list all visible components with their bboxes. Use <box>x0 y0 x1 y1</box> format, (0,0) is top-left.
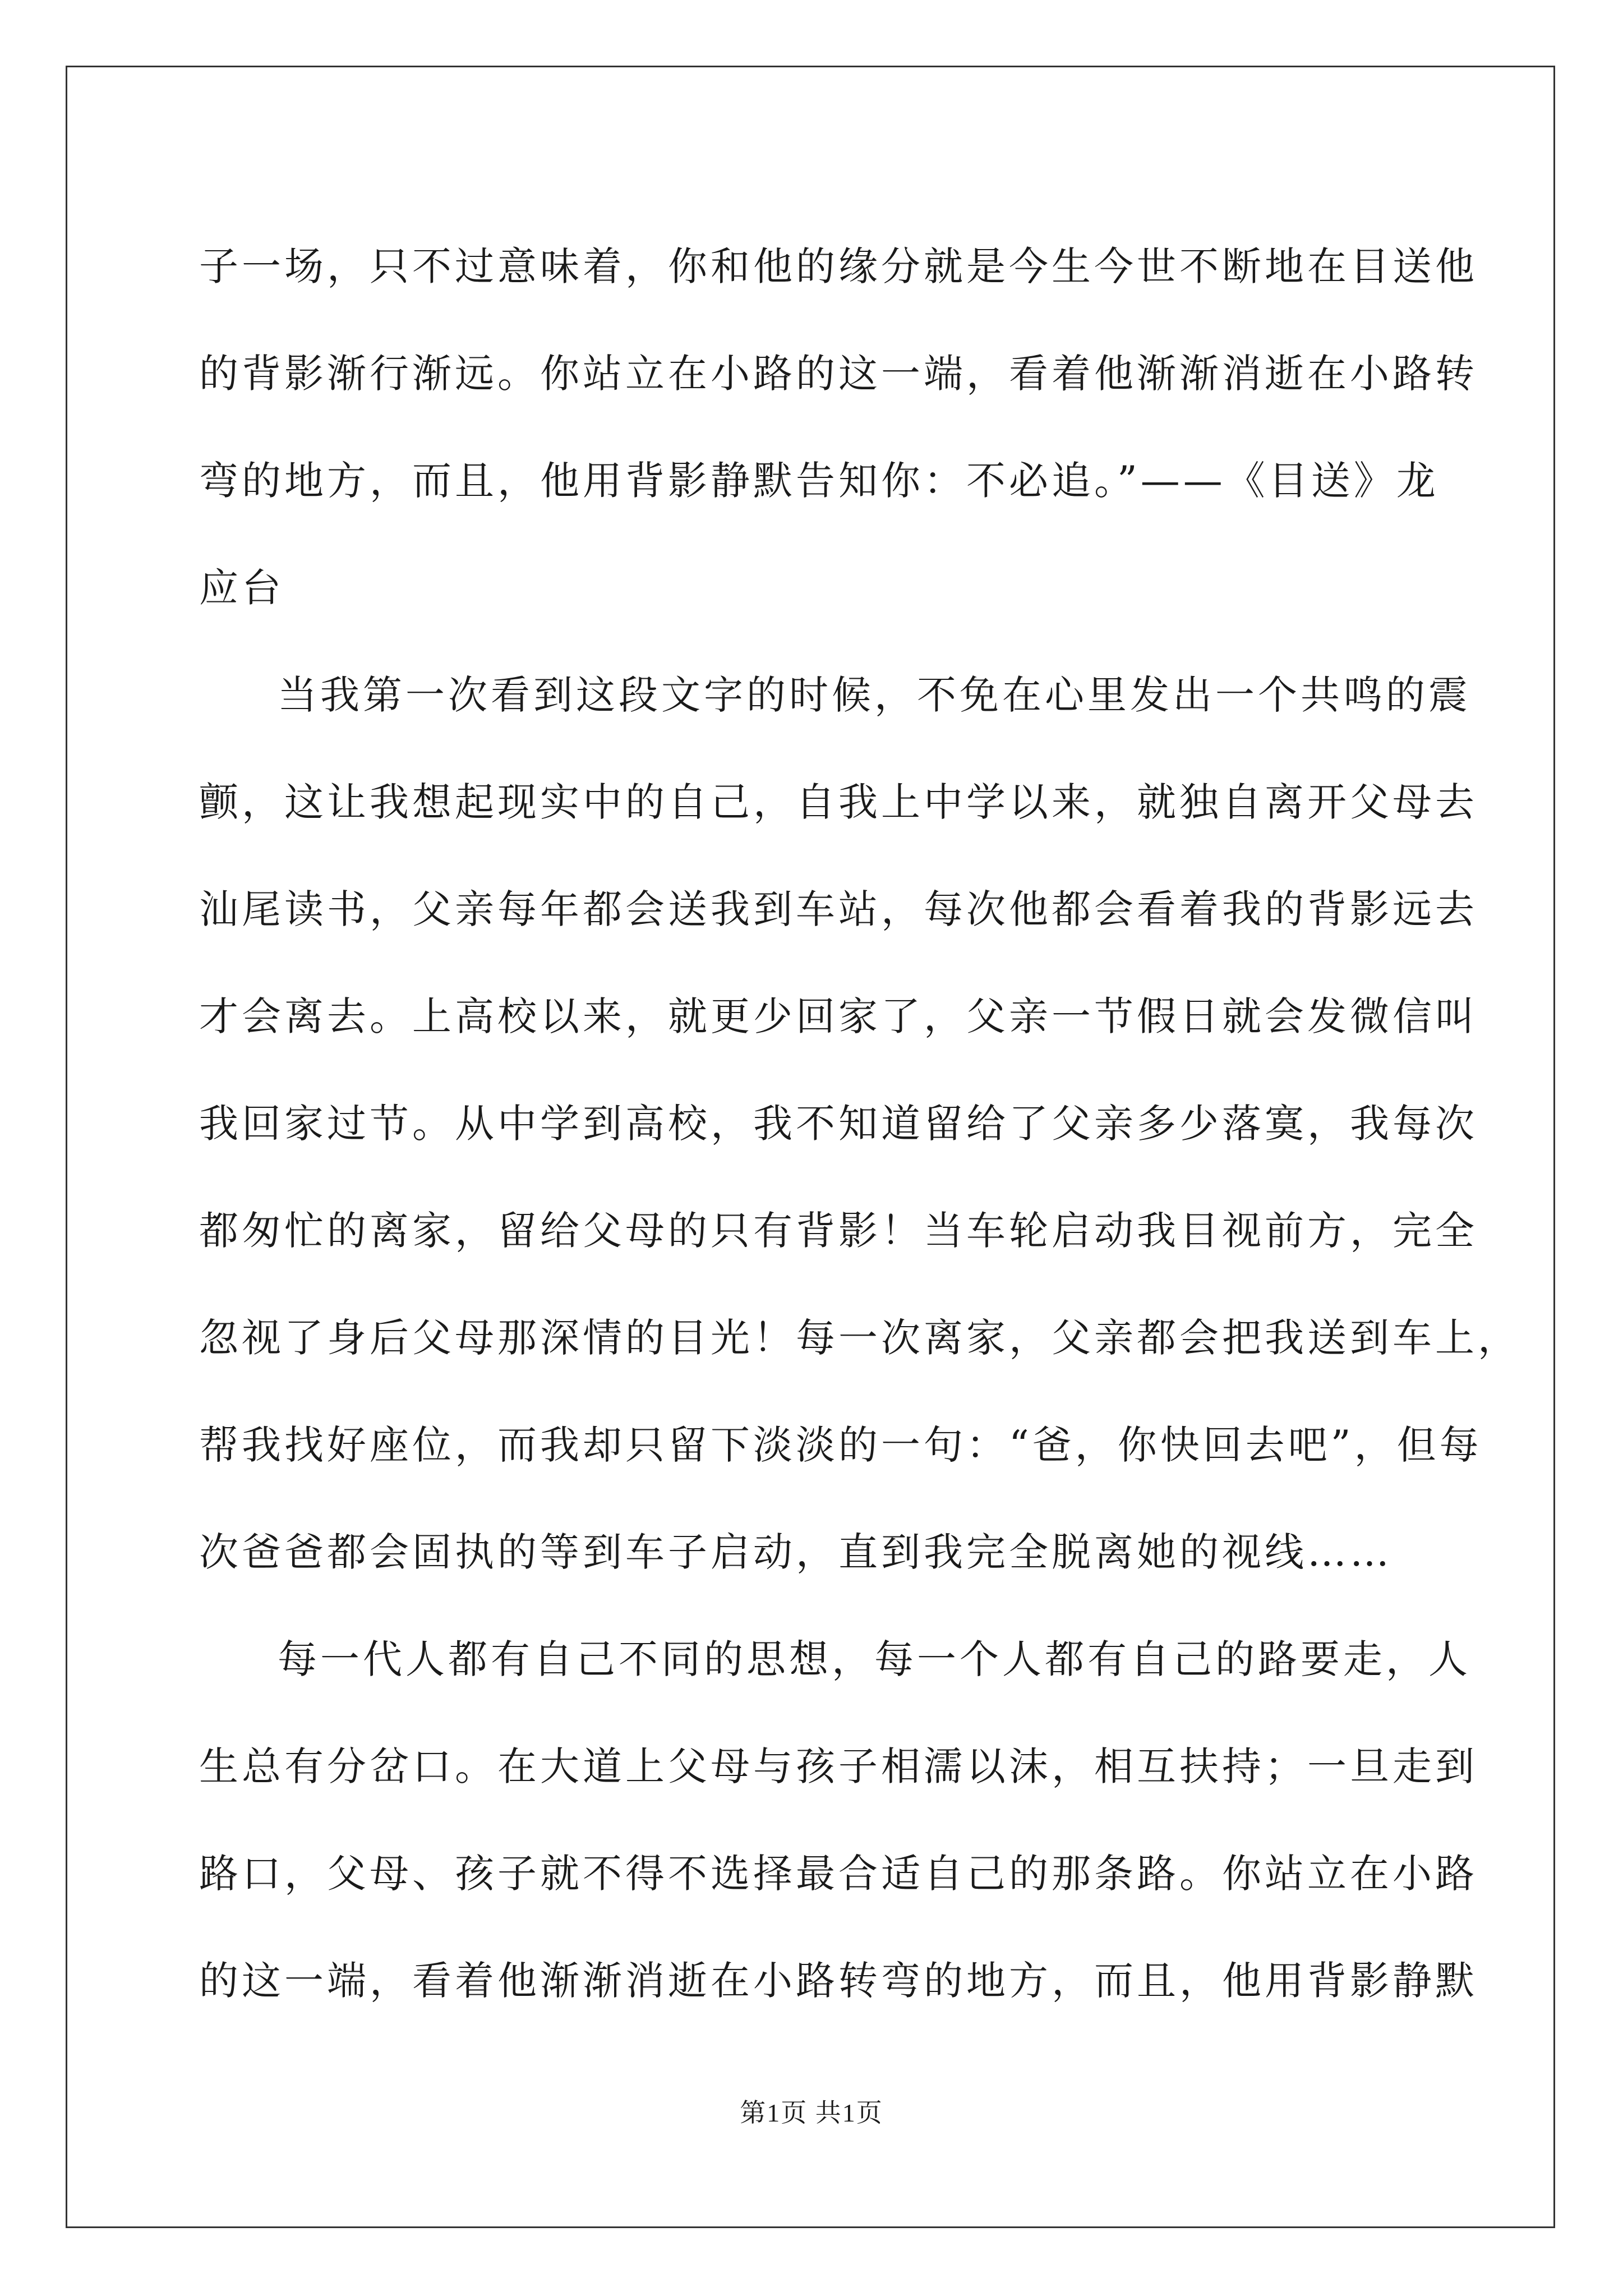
text-line: 次爸爸都会固执的等到车子启动，直到我完全脱离她的视线…… <box>199 1529 1393 1575</box>
text-line: 应台 <box>199 565 284 611</box>
document-body <box>199 213 1520 2035</box>
text-line: 我回家过节。从中学到高校，我不知道留给了父亲多少落寞，我每次 <box>199 1101 1478 1147</box>
text-line: 的背影渐行渐远。你站立在小路的这一端，看着他渐渐消逝在小路转 <box>199 351 1478 397</box>
text-line: 路口，父母、孩子就不得不选择最合适自己的那条路。你站立在小路 <box>199 1851 1478 1897</box>
text-line: 当我第一次看到这段文字的时候，不免在心里发出一个共鸣的震 <box>278 672 1471 718</box>
text-line: 才会离去。上高校以来，就更少回家了，父亲一节假日就会发微信叫 <box>199 993 1478 1039</box>
text-line: 都匆忙的离家，留给父母的只有背影！当车轮启动我目视前方，完全 <box>199 1208 1478 1254</box>
text-line: 子一场，只不过意味着，你和他的缘分就是今生今世不断地在目送他 <box>199 243 1478 289</box>
text-line: 弯的地方，而且，他用背影静默告知你：不必追。”——《目送》龙 <box>199 458 1439 504</box>
text-line: 的这一端，看着他渐渐消逝在小路转弯的地方，而且，他用背影静默 <box>199 1958 1478 2004</box>
page-footer: 第1页 共1页 <box>740 2099 883 2127</box>
text-line: 每一代人都有自己不同的思想，每一个人都有自己的路要走，人 <box>278 1636 1471 1682</box>
text-line: 忽视了身后父母那深情的目光！每一次离家，父亲都会把我送到车上， <box>199 1315 1520 1361</box>
text-line: 帮我找好座位，而我却只留下淡淡的一句：“爸，你快回去吧”，但每 <box>199 1422 1482 1468</box>
text-line: 生总有分岔口。在大道上父母与孩子相濡以沫，相互扶持；一旦走到 <box>199 1743 1478 1789</box>
text-line: 汕尾读书，父亲每年都会送我到车站，每次他都会看着我的背影远去 <box>199 886 1478 932</box>
text-line: 颤，这让我想起现实中的自己，自我上中学以来，就独自离开父母去 <box>199 779 1478 825</box>
